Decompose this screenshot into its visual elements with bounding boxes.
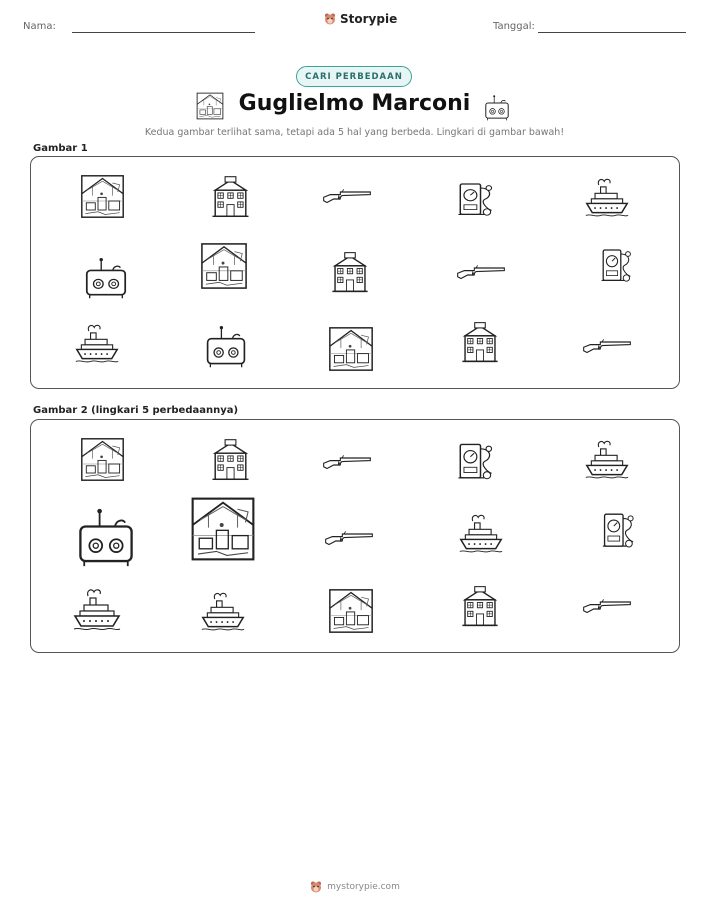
- footer: [0, 880, 709, 894]
- rifle-icon: [582, 595, 632, 620]
- rifle-icon: [582, 335, 632, 360]
- picture-1-label: Gambar 1: [33, 143, 88, 154]
- radio-icon: [74, 506, 138, 574]
- brand-name: Storypie: [340, 12, 398, 26]
- attic-icon: [80, 437, 125, 486]
- name-field-line[interactable]: [72, 32, 255, 33]
- brand-logo: [323, 12, 397, 26]
- ship-icon: [200, 588, 246, 638]
- building-icon: [208, 437, 253, 486]
- radio-icon: [203, 324, 249, 374]
- ship-icon: [584, 174, 630, 224]
- ship-icon: [458, 510, 504, 560]
- page-title: Guglielmo Marconi: [238, 91, 471, 116]
- rifle-icon: [322, 185, 372, 210]
- telegraph-icon: [597, 510, 639, 556]
- attic-icon: [190, 496, 256, 566]
- attic-icon: [328, 326, 374, 376]
- building-icon: [458, 584, 502, 632]
- telegraph-icon: [452, 180, 498, 224]
- radio-icon: [82, 256, 130, 305]
- telegraph-icon: [596, 246, 636, 290]
- footer-link[interactable]: mystorypie.com: [327, 882, 400, 892]
- ship-icon: [72, 584, 122, 638]
- attic-icon: [328, 588, 374, 638]
- telegraph-icon: [452, 440, 498, 488]
- instructions: Kedua gambar terlihat sama, tetapi ada 5 hal yang berbeda. Lingkari di gambar bawah!: [144, 127, 565, 138]
- storypie-mascot-icon: [309, 880, 323, 894]
- date-label: Tanggal:: [493, 21, 535, 32]
- rifle-icon: [322, 451, 372, 476]
- building-icon: [458, 320, 502, 368]
- attic-icon: [80, 174, 125, 223]
- attic-icon: [196, 92, 224, 124]
- name-label: Nama:: [23, 21, 56, 32]
- attic-icon: [200, 242, 248, 294]
- rifle-icon: [456, 261, 506, 286]
- date-field-line[interactable]: [538, 32, 686, 33]
- building-icon: [328, 250, 372, 298]
- radio-icon: [483, 94, 511, 126]
- storypie-mascot-icon: [323, 12, 337, 26]
- ship-icon: [584, 436, 630, 486]
- rifle-icon: [324, 527, 374, 552]
- activity-badge: CARI PERBEDAAN: [296, 66, 412, 87]
- picture-2-label: Gambar 2 (lingkari 5 perbedaannya): [33, 405, 239, 416]
- building-icon: [208, 174, 253, 223]
- ship-icon: [74, 320, 120, 370]
